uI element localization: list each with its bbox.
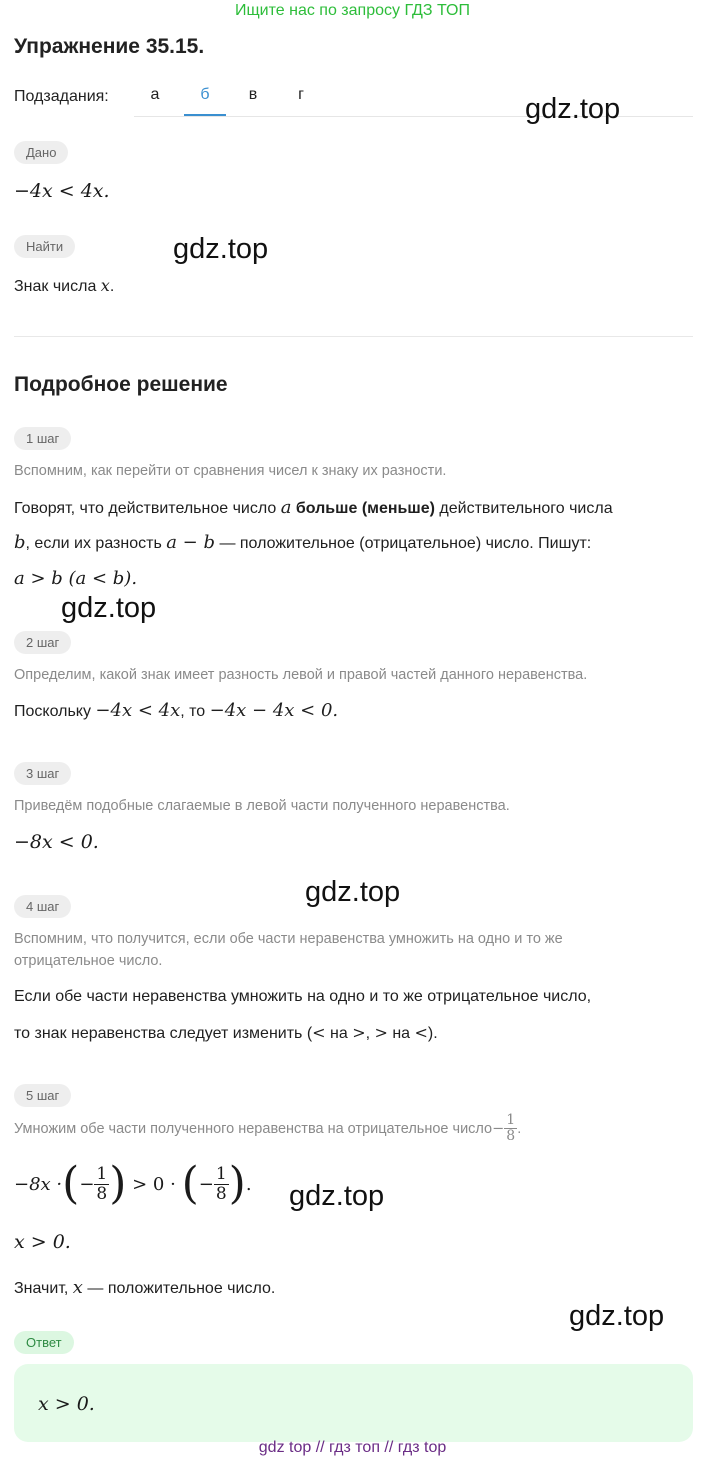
text-part: Говорят, что действительное число [14, 500, 281, 517]
step-chip: 5 шаг [14, 1084, 71, 1107]
math-expr: x > 0. [14, 1231, 71, 1253]
step-text [14, 1277, 275, 1298]
divider [14, 336, 693, 337]
find-chip: Найти [14, 235, 75, 258]
math-expr: a − b [166, 532, 215, 553]
math-expr: . [245, 1173, 252, 1195]
paren-close: ) [109, 1158, 127, 1209]
given-expression: −4x < 4x. [14, 180, 110, 202]
fraction-numerator: 1 [96, 1163, 108, 1184]
fraction-numerator: 1 [215, 1163, 227, 1184]
answer-chip: Ответ [14, 1331, 74, 1354]
step-chip: 3 шаг [14, 762, 71, 785]
step-hint: Приведём подобные слагаемые в левой части полученного неравенства. [14, 798, 510, 814]
step-hint [14, 1113, 521, 1145]
tab-b[interactable]: б [184, 86, 226, 116]
hint-text: Умножим обе части полученного неравенства на отрицательное число [14, 1120, 493, 1137]
hint-line: отрицательное число. [14, 953, 163, 969]
text-part: , [365, 1025, 375, 1042]
math-sign: − [198, 1173, 214, 1195]
find-var: x [100, 276, 110, 295]
text-part: то знак неравенства следует изменить ( [14, 1025, 313, 1042]
step-text [14, 532, 591, 553]
step-equation [14, 1158, 252, 1209]
subtasks-label: Подзадания: [14, 88, 109, 105]
hint-text: . [517, 1120, 522, 1137]
watermark: gdz.top [525, 93, 621, 125]
step-text [14, 1023, 438, 1043]
solution-title: Подробное решение [14, 373, 228, 396]
text-part: , если их разность [25, 535, 167, 552]
text-part: на [387, 1025, 415, 1042]
fraction-denominator: 8 [215, 1183, 227, 1204]
page-title: Упражнение 35.15. [14, 35, 205, 58]
paren-open: ( [62, 1158, 80, 1209]
tab-g[interactable]: г [298, 86, 304, 103]
tab-a[interactable]: а [150, 86, 160, 103]
paren-close: ) [228, 1158, 246, 1209]
text-part: действительного числа [434, 500, 613, 517]
step-chip: 2 шаг [14, 631, 71, 654]
math-expr: −8x · [14, 1173, 63, 1195]
fraction [504, 1113, 517, 1145]
text-part: Поскольку [14, 703, 96, 720]
math-var: a [280, 497, 292, 518]
math-var: x [72, 1277, 83, 1298]
answer-expression: x > 0. [38, 1393, 95, 1415]
math-sign: − [492, 1120, 505, 1137]
math-sign: − [79, 1173, 95, 1195]
math-sign: < [414, 1023, 428, 1042]
top-banner[interactable]: Ищите нас по запросу ГДЗ ТОП [235, 2, 470, 19]
step-hint: Определим, какой знак имеет разность левой и правой частей данного неравенства. [14, 667, 588, 683]
math-var: b [14, 532, 26, 553]
fraction [214, 1165, 229, 1203]
watermark: gdz.top [289, 1180, 385, 1212]
text-part: Значит, [14, 1280, 73, 1297]
text-bold: больше (меньше) [291, 500, 435, 517]
text-part: , то [180, 703, 210, 720]
text-part: — положительное (отрицательное) число. Пишут: [215, 535, 592, 552]
find-text-prefix: Знак числа [14, 278, 101, 295]
fraction [94, 1165, 109, 1203]
fraction-denominator: 8 [506, 1128, 516, 1145]
hint-line: Вспомним, что получится, если обе части неравенства умножить на одно и то же [14, 931, 563, 947]
math-sign: < [312, 1023, 326, 1042]
math-expr: −4x − 4x < 0. [209, 700, 339, 721]
math-sign: > [352, 1023, 366, 1042]
footer-links[interactable]: gdz top // гдз топ // гдз top [258, 1439, 447, 1456]
text-part: — положительное число. [82, 1280, 276, 1297]
math-expr: −8x < 0. [14, 831, 99, 853]
step-text [14, 497, 613, 518]
step-hint [14, 928, 563, 972]
text-part: на [325, 1025, 353, 1042]
math-expr: > 0 · [126, 1173, 182, 1195]
find-text [14, 276, 114, 296]
math-sign: > [374, 1023, 388, 1042]
math-expr: −4x < 4x [95, 700, 181, 721]
step-text: Если обе части неравенства умножить на одно и то же отрицательное число, [14, 988, 592, 1005]
given-chip: Дано [14, 141, 68, 164]
fraction-denominator: 8 [96, 1183, 108, 1204]
tab-v[interactable]: в [248, 86, 258, 103]
fraction-numerator: 1 [506, 1112, 516, 1128]
find-text-suffix: . [109, 278, 115, 295]
answer-box [14, 1364, 693, 1442]
watermark: gdz.top [305, 876, 401, 908]
step-chip: 1 шаг [14, 427, 71, 450]
watermark: gdz.top [173, 233, 269, 265]
math-expr: a > b (a < b). [14, 568, 138, 589]
text-part: ). [427, 1025, 438, 1042]
step-chip: 4 шаг [14, 895, 71, 918]
step-hint: Вспомним, как перейти от сравнения чисел к знаку их разности. [14, 463, 447, 479]
watermark: gdz.top [61, 592, 157, 624]
step-text [14, 700, 338, 721]
paren-open: ( [181, 1158, 199, 1209]
watermark: gdz.top [569, 1300, 665, 1332]
